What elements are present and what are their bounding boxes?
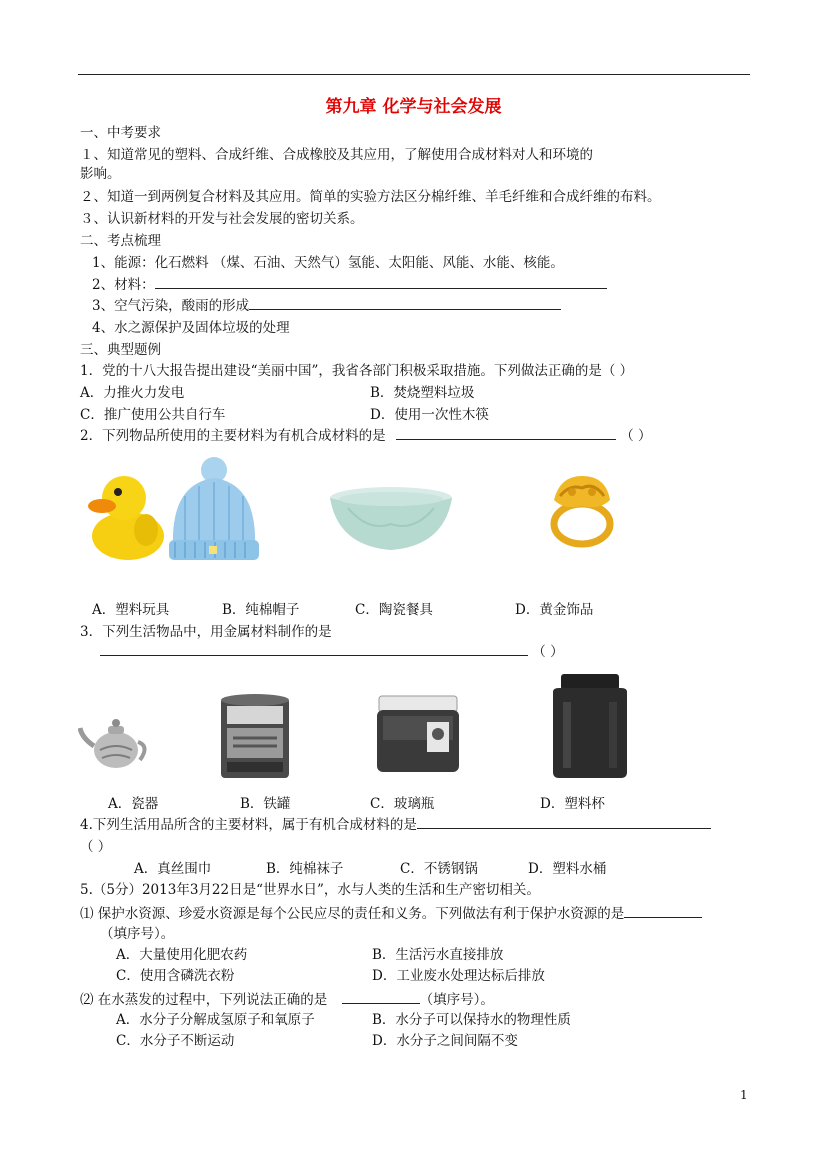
q5-part2-option-a: A．水分子分解成氢原子和氧原子: [116, 1012, 315, 1028]
section2-item2: [92, 276, 607, 294]
section3-heading: 三、典型题例: [80, 342, 161, 358]
section2-heading: 二、考点梳理: [80, 233, 161, 249]
q4-stem: [80, 816, 711, 834]
q5-part2-text: ⑵ 在水蒸发的过程中，下列说法正确的是: [80, 992, 328, 1008]
q2-option-d: D．黄金饰品: [515, 602, 594, 618]
glass-jar-image: [375, 694, 461, 776]
q2-stem: [80, 427, 651, 445]
header-rule: [78, 74, 750, 75]
q4-stem-text: 4.下列生活用品所含的主要材料，属于有机合成材料的是: [80, 817, 417, 833]
section1-item2: ２、知道一到两例复合材料及其应用。简单的实验方法区分棉纤维、羊毛纤维和合成纤维的布料。: [80, 189, 661, 205]
q3-blank-row: [100, 643, 564, 661]
page-number: 1: [740, 1088, 748, 1102]
q3-option-b: B．铁罐: [240, 796, 291, 812]
q5-part1-option-a: A．大量使用化肥农药: [116, 947, 248, 963]
rubber-duck-image: [88, 466, 166, 562]
gold-ring-image: [544, 470, 620, 550]
q4-option-b: B．纯棉袜子: [266, 861, 344, 877]
section2-item2-label: 2、材料：: [92, 277, 155, 293]
q5-part2-option-b: B．水分子可以保持水的物理性质: [372, 1012, 571, 1028]
q3-stem: 3．下列生活物品中，用金属材料制作的是: [80, 624, 332, 640]
iron-can-image: [219, 692, 291, 782]
section1-heading: 一、中考要求: [80, 125, 161, 141]
q1-option-b: B．焚烧塑料垃圾: [370, 385, 475, 401]
q2-answer-paren: （ ）: [620, 428, 652, 444]
q4-option-c: C．不锈钢锅: [400, 861, 478, 877]
q1-option-d: D．使用一次性木筷: [370, 407, 489, 423]
q5-part1-text: ⑴ 保护水资源、珍爱水资源是每个公民应尽的责任和义务。下列做法有利于保护水资源的是: [80, 906, 625, 922]
q3-option-c: C．玻璃瓶: [370, 796, 435, 812]
knit-hat-image: [165, 456, 263, 564]
q3-option-d: D．塑料杯: [540, 796, 605, 812]
q4-option-d: D．塑料水桶: [528, 861, 607, 877]
section2-item3-label: 3、空气污染，酸雨的形成: [92, 298, 250, 314]
q5-part1-stem: [80, 903, 702, 923]
q5-part1-option-b: B．生活污水直接排放: [372, 947, 504, 963]
section1-item1-cont: 影响。: [80, 166, 121, 182]
q2-stem-text: 2．下列物品所使用的主要材料为有机合成材料的是: [80, 428, 386, 444]
section2-item1: 1、能源：化石燃料 （煤、石油、天然气）氢能、太阳能、风能、水能、核能。: [92, 255, 564, 271]
section2-item3: [92, 297, 561, 315]
section2-item4: 4、水之源保护及固体垃圾的处理: [92, 320, 290, 336]
q5-part1-option-d: D．工业废水处理达标后排放: [372, 968, 545, 984]
fill-blank-line: [417, 816, 711, 829]
fill-blank-line: [100, 643, 528, 656]
q4-answer-paren: （ ）: [80, 839, 112, 855]
section1-item1: １、知道常见的塑料、合成纤维、合成橡胶及其应用，了解使用合成材料对人和环境的: [80, 147, 593, 163]
chapter-title: 第九章 化学与社会发展: [325, 97, 502, 117]
q5-part2-option-d: D．水分子之间间隔不变: [372, 1033, 518, 1049]
q5-part2-stem: [80, 989, 494, 1009]
q5-stem: 5.（5分）2013年3月22日是“世界水日”，水与人类的生活和生产密切相关。: [80, 882, 540, 898]
q1-option-c: C．推广使用公共自行车: [80, 407, 226, 423]
fill-blank-line: [155, 276, 607, 289]
q2-option-b: B．纯棉帽子: [222, 602, 300, 618]
q2-option-a: A．塑料玩具: [92, 602, 170, 618]
q5-part2-option-c: C．水分子不断运动: [116, 1033, 235, 1049]
q1-option-a: A．力推火力发电: [80, 385, 185, 401]
plastic-cup-image: [549, 672, 631, 780]
q5-part1-option-c: C．使用含磷洗衣粉: [116, 968, 235, 984]
teapot-image: [78, 712, 150, 774]
q5-part2-tail: （填序号）。: [419, 992, 494, 1008]
fill-blank-line: [396, 427, 616, 440]
q2-option-c: C．陶瓷餐具: [355, 602, 433, 618]
q4-option-a: A．真丝围巾: [134, 861, 212, 877]
q3-option-a: A．瓷器: [108, 796, 159, 812]
q5-part1-tail: （填序号）。: [100, 926, 175, 942]
q3-answer-paren: （ ）: [532, 644, 564, 660]
q1-stem: 1．党的十八大报告提出建设“美丽中国”，我省各部门积极采取措施。下列做法正确的是（ ）: [80, 363, 634, 379]
fill-blank-line: [249, 297, 561, 310]
answer-blank[interactable]: [624, 903, 702, 918]
section1-item3: ３、认识新材料的开发与社会发展的密切关系。: [80, 211, 364, 227]
answer-blank[interactable]: [342, 989, 420, 1004]
ceramic-bowl-image: [328, 484, 454, 554]
